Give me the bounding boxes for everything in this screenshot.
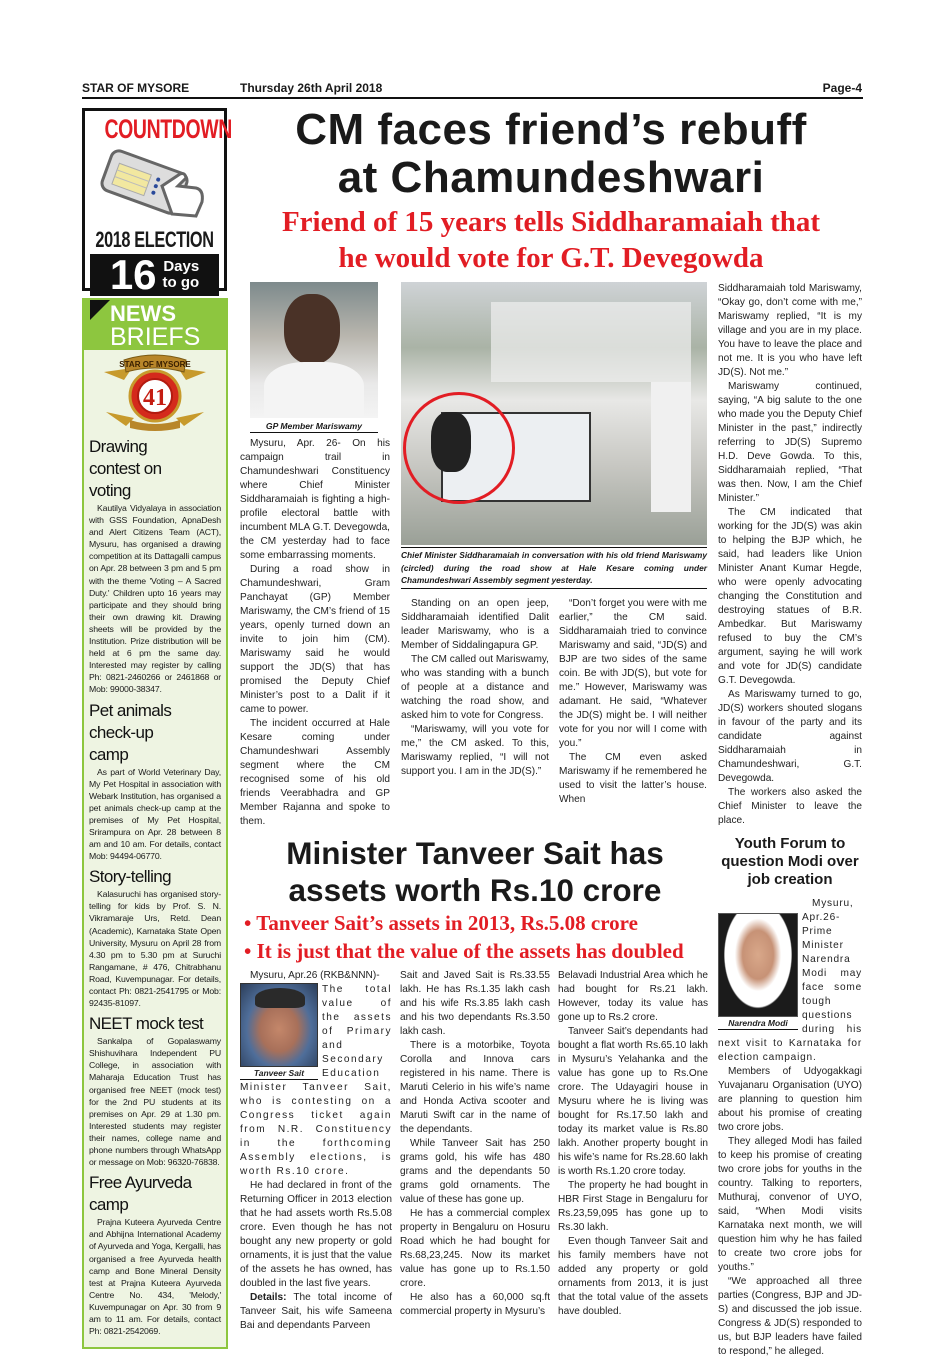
countdown-title: COUNTDOWN — [104, 114, 232, 144]
paragraph: While Tanveer Sait has 250 grams gold, his wife has 480 grams and the dependants 50 grams gold ornaments. The value of these has gone up. — [400, 1138, 550, 1205]
dateline: Mysuru, Apr.26 (RKB&NNN)- — [250, 970, 380, 981]
days-count: 16 — [109, 251, 157, 298]
paragraph: The property he had bought in HBR First Stage in Bengaluru for Rs.23,59,095 has gone up to Rs.30 lakh. — [558, 1180, 708, 1233]
photo-caption: GP Member Mariswamy — [250, 420, 378, 433]
dateline: Mysuru, Apr.26- — [802, 898, 854, 923]
paragraph: “Don’t forget you were with me earlier,” the CM said. Siddharamaiah tried to convince Mariswamy and said, “JD(S) and BJP are two sides of the same coin. Be with JD(S), but vote for me.” However, Mariswamy was adamant. He said, “Whatever the JD(S) might be. I will neither vote for you nor will I come with you.” — [559, 597, 707, 749]
paragraph: Tanveer Sait’s dependants had bought a flat worth Rs.65.10 lakh in Mysuru’s Yelahanka and the value has gone up to Rs.One crore. The Udayagiri house in Mysuru where he is living was bought for Rs.17.50 lakh and today its market value is Rs.80 lakh. Another property bought in his wife’s name for Rs.28.60 lakh is worth Rs.1.20 crore today. — [558, 1026, 708, 1177]
brief-text: Kalasuruchi has organised story-telling for kids by Prof. S. N. Vikramaraje Urs, Retd. Dean (Academic), Karnataka State Open University, Mysuru on April 28 from 4.30 pm to 5.30 pm at Suruchi Rangamane, # 476, Chitrabhanu Road, Kuvempunagar. For details, contact Ph: 0821-2541795 or Mob: 92435-81097. — [89, 889, 221, 1009]
brief-title: Drawing contest on voting — [89, 437, 162, 500]
story3-column — [718, 897, 862, 1359]
paragraph: Even though Tanveer Sait and his family members have not added any property or gold ornaments from 2013, it is just that the total value of the assets have doubled. — [558, 1236, 708, 1317]
election-label: 2018 ELECTION — [95, 227, 214, 252]
story2-column-3 — [558, 969, 708, 1319]
headline-line: assets worth Rs.10 crore — [288, 872, 662, 908]
story1-body — [240, 282, 862, 829]
main-headline-line: CM faces friend’s rebuff — [295, 105, 807, 154]
news-label: NEWS — [110, 301, 176, 326]
masthead-rule — [82, 97, 863, 99]
brief-text: Sankalpa of Gopalaswamy Shishuvihara Independent PU College, in association with Maharaja Education Trust has organised free NEET (mock test) for the 2nd PU students at its premises on Apr. 29 at 1.30 pm. Interested students may register their names, college name and phone numbers through WhatsApp or message on Mob: 96320-76838. — [89, 1036, 221, 1168]
wrap-paragraph: The total value of the assets of Primary and Secondary Education Minister Tanveer Sait, who is contesting on a Congress ticket again from N.R. Constituency in the forthcoming Assembly elections, is worth Rs.10 crore. — [240, 984, 392, 1177]
star-of-mysore-41-years-logo — [84, 350, 226, 432]
brief-item — [84, 866, 226, 1009]
paragraph: He also has a 60,000 sq.ft commercial property in Mysuru’s — [400, 1292, 550, 1317]
briefs-label: BRIEFS — [110, 323, 201, 351]
brief-title: Story-telling — [89, 867, 171, 887]
lower-stories — [240, 835, 862, 1359]
mariswamy-photo — [250, 282, 378, 418]
bullet-point: • It is just that the value of the assets has doubled — [244, 939, 684, 963]
paragraph: During a road show in Chamundeshwari, Gram Panchayat (GP) Member Mariswamy, the CM’s friend of 15 years, openly turned down an invite to join him (CM). Mariswamy said he would support the JD(S) that has promised the Deputy Chief Minister’s post to a Dalit if it came to power. — [240, 564, 390, 715]
story1-column-4 — [718, 282, 862, 828]
paragraph: As Mariswamy turned to go, JD(S) workers shouted slogans in favour of the party and its candidate against Siddharamaiah in Chamundeshwari, G.T. Devegowda. — [718, 689, 862, 784]
brief-text: As part of World Veterinary Day, My Pet Hospital in association with Webark Institution, has organised a pet animals check-up camp at the premises of My Pet Hospital, Srirampura on Apr. 28 between 8 am and 10 am. For details, contact Mob: 94494-06770. — [89, 766, 221, 862]
subheadline-line: he would vote for G.T. Devegowda — [338, 242, 764, 274]
story3 — [718, 835, 862, 1359]
brief-title: Free Ayurveda camp — [89, 1173, 192, 1215]
brief-text: Prajna Kuteera Ayurveda Centre and Abhijna International Academy of Ayurveda and Yoga, Kergalli, has organised a free Ayurveda health camp and Bone Mineral Density test at Prajna Kuteera Ayurveda Centre No. 434, 'Melody,' Kuvempunagar on Apr. 30 from 9 am to 11 am. For details, contact Ph: 0821-2542069. — [89, 1217, 221, 1337]
story2-columns — [240, 969, 710, 1333]
subheadline-line: Friend of 15 years tells Siddharamaiah that — [281, 206, 821, 238]
brief-title: NEET mock test — [89, 1014, 204, 1034]
brief-item — [84, 436, 226, 696]
brief-item — [84, 1172, 226, 1337]
story2-column-2 — [400, 969, 550, 1319]
paragraph: He had declared in front of the Returning Officer in 2013 election that he had assets worth Rs.5.08 crore. Even though he has not bought any new property or gold ornaments, it is just that the value of the assets he has owned, has doubled in the last five years. — [240, 1180, 392, 1289]
tanveer-photo-block — [240, 983, 318, 1080]
days-label: Days — [163, 258, 200, 275]
paragraph: “Mariswamy, will you vote for me,” the CM asked. To this, Mariswamy replied, “I will not support you. I am in the JD(S).” — [401, 723, 549, 777]
story1-column-3 — [559, 597, 707, 807]
paragraph: They alleged Modi has failed to keep his promise of creating two crore jobs for youths in the country. Talking to reporters, Muthuraj, convenor of UYO, said, “When Modi visits Karnataka next month, we will question him why he has failed to create two crore jobs for youths.” — [718, 1136, 862, 1273]
paragraph: Siddharamaiah told Mariswamy, “Okay go, don’t come with me,” Mariswamy replied, “It is my village and you are in my place. You have to leave the place and not me. It is you who have left JD(S). Not me.” — [718, 283, 862, 378]
paragraph: The CM even asked Mariswamy if he remembered he used to visit the latter’s house. When — [559, 751, 707, 805]
bullet-point: • Tanveer Sait’s assets in 2013, Rs.5.08 crore — [244, 911, 638, 935]
story2 — [240, 835, 710, 1333]
story2-column-1 — [240, 969, 392, 1333]
brief-item — [84, 700, 226, 863]
page-number: Page-4 — [822, 81, 862, 95]
photo-caption: Narendra Modi — [718, 1017, 798, 1030]
brief-item — [84, 1013, 226, 1168]
svg-text:41: 41 — [143, 385, 167, 411]
paragraphs — [718, 1065, 862, 1359]
paragraph: The CM indicated that working for the JD(S) was akin to helping the BJP which, he said, had leaders like Union Minister Anant Kumar Hegde, who were openly advocating changing the Constitution and destroying statues of B.R. Ambedkar. But Mariswamy refused to buy the CM’s argument, saying he will work and vote for JD(S) candidate G.T. Devegowda. — [718, 507, 862, 686]
main-subheadline — [240, 204, 862, 276]
main-headline-line: at Chamundeshwari — [337, 153, 765, 202]
days-remaining — [90, 251, 219, 298]
paragraphs — [240, 1179, 392, 1291]
main-content — [240, 106, 862, 1359]
highlight-circle — [403, 392, 515, 504]
election-countdown-box — [82, 108, 232, 298]
paragraph: The incident occurred at Hale Kesare coming under Chamundeshwari Assembly segment where the CM recognised some of his old friends Veerabhadra and GP Member Rajanna and spoke to them. — [240, 718, 390, 827]
youth-forum-headline: Youth Forum to question Modi over job creation — [721, 835, 859, 888]
paragraph: Mysuru, Apr. 26- On his campaign trail in Chamundeshwari Constituency where Chief Minister Siddharamaiah is fighting a high-profile electoral battle with incumbent MLA G.T. Devegowda, the CM yesterday had to face some embarrassing moments. — [240, 438, 390, 561]
paragraph: The CM called out Mariswamy, who was standing with a bunch of people at a distance and watching the road show, and asked him to vote for Congress. — [401, 653, 549, 721]
brief-list — [84, 436, 226, 1337]
paragraph: There is a motorbike, Toyota Corolla and Innova cars registered in his name. There is Maruti Celerio in his wife’s name and Honda Activa scooter and Maruti Swift car in the name of the dependants. — [400, 1040, 550, 1135]
wrap-paragraph: Prime Minister Narendra Modi may face some tough questions during his next visit to Karnataka for election campaign. — [718, 926, 862, 1063]
paragraph: The workers also asked the Chief Minister to leave the place. — [718, 787, 862, 826]
paragraph: He has a commercial complex property in Bengaluru on Hosuru Road which he had bought for Rs.68,23,245. Now its market value has gone up to Rs.1.50 crore. — [400, 1208, 550, 1289]
modi-photo-block — [718, 913, 798, 1030]
headline-line: Minister Tanveer Sait has — [286, 835, 664, 871]
story1-left — [240, 282, 390, 829]
photo-caption: Tanveer Sait — [240, 1067, 318, 1080]
story1-middle — [401, 282, 707, 807]
story1-column-1 — [240, 437, 390, 829]
paragraph: Members of Udyogakkagi Yuvajanaru Organisation (UYO) are planning to question him about his promise of creating two crore jobs. — [718, 1066, 862, 1133]
paragraph: Belavadi Industrial Area which he had bought for Rs.21 lakh. However, today its value has gone up to Rs.2 crore. — [558, 970, 708, 1023]
bullet-text: Tanveer Sait’s assets in 2013, Rs.5.08 crore — [256, 911, 638, 935]
main-headline — [240, 106, 862, 202]
details-text: The total income of Tanveer Sait, his wife Sameena Bai and dependants Parveen — [240, 1292, 392, 1331]
paragraph: Standing on an open jeep, Siddharamaiah identified Dalit leader Mariswamy, who is a Member of Siddalingapura GP. — [401, 597, 549, 651]
voting-machine-icon — [92, 144, 217, 224]
tanveer-headline — [240, 835, 710, 909]
svg-text:STAR OF MYSORE: STAR OF MYSORE — [119, 360, 191, 369]
paragraph: Mariswamy continued, saying, “A big salute to the one who made you the Deputy Chief Minister in the past,” indirectly referring to JD(S) Supremo H.D. Deve Gowda. To this, Siddharamaiah replied, “That was then. Now, I am the Chief Minister.” — [718, 381, 862, 504]
tanveer-sait-photo — [240, 983, 318, 1067]
issue-date: Thursday 26th April 2018 — [240, 81, 383, 95]
story1-column-2 — [401, 597, 549, 807]
road-show-caption: Chief Minister Siddharamaiah in conversation with his old friend Mariswamy (circled) during the road show at Hale Kesare coming under Chamundeshwari Assembly segment yesterday. — [401, 547, 707, 589]
details-label: Details: — [250, 1292, 287, 1303]
road-show-photo — [401, 282, 707, 545]
paragraph: “We approached all three parties (Congress, BJP and JD-S) and discussed the job issue. Congress & JD(S) responded to us, but BJP leaders have failed to respond,” he alleged. — [718, 1276, 862, 1357]
narendra-modi-photo — [718, 913, 798, 1017]
brief-title: Pet animals check-up camp — [89, 700, 172, 764]
bullet-text: It is just that the value of the assets has doubled — [256, 939, 684, 963]
corner-triangle-icon — [90, 300, 110, 320]
news-briefs-panel — [82, 298, 228, 1349]
paper-name: STAR OF MYSORE — [82, 81, 190, 95]
paragraph: Sait and Javed Sait is Rs.33.55 lakh. He has Rs.1.35 lakh cash and his wife Rs.3.85 lakh cash and his two dependants Rs.3.50 lakh cash. — [400, 970, 550, 1037]
to-go-label: to go — [162, 274, 200, 291]
news-briefs-header — [84, 300, 226, 350]
brief-text: Kautilya Vidyalaya in association with GSS Foundation, ApnaDesh and Alert Citizens Team (ACT), Mysuru, has organised a drawing competition at its Dattagalli campus on Apr. 28 between 3 pm and 5 pm with the theme 'Voting – A Sacred Duty.' Children upto 16 years may participate and they should bring their own drawing kit. Drawing sheets will be provided by the Institution. Prize distribution will be held at 6 pm the same day. Interested may register by calling Ph: 0821-2460266 or 2461868 or Mob: 99000-38347. — [89, 503, 221, 695]
story1-middle-columns — [401, 597, 707, 807]
